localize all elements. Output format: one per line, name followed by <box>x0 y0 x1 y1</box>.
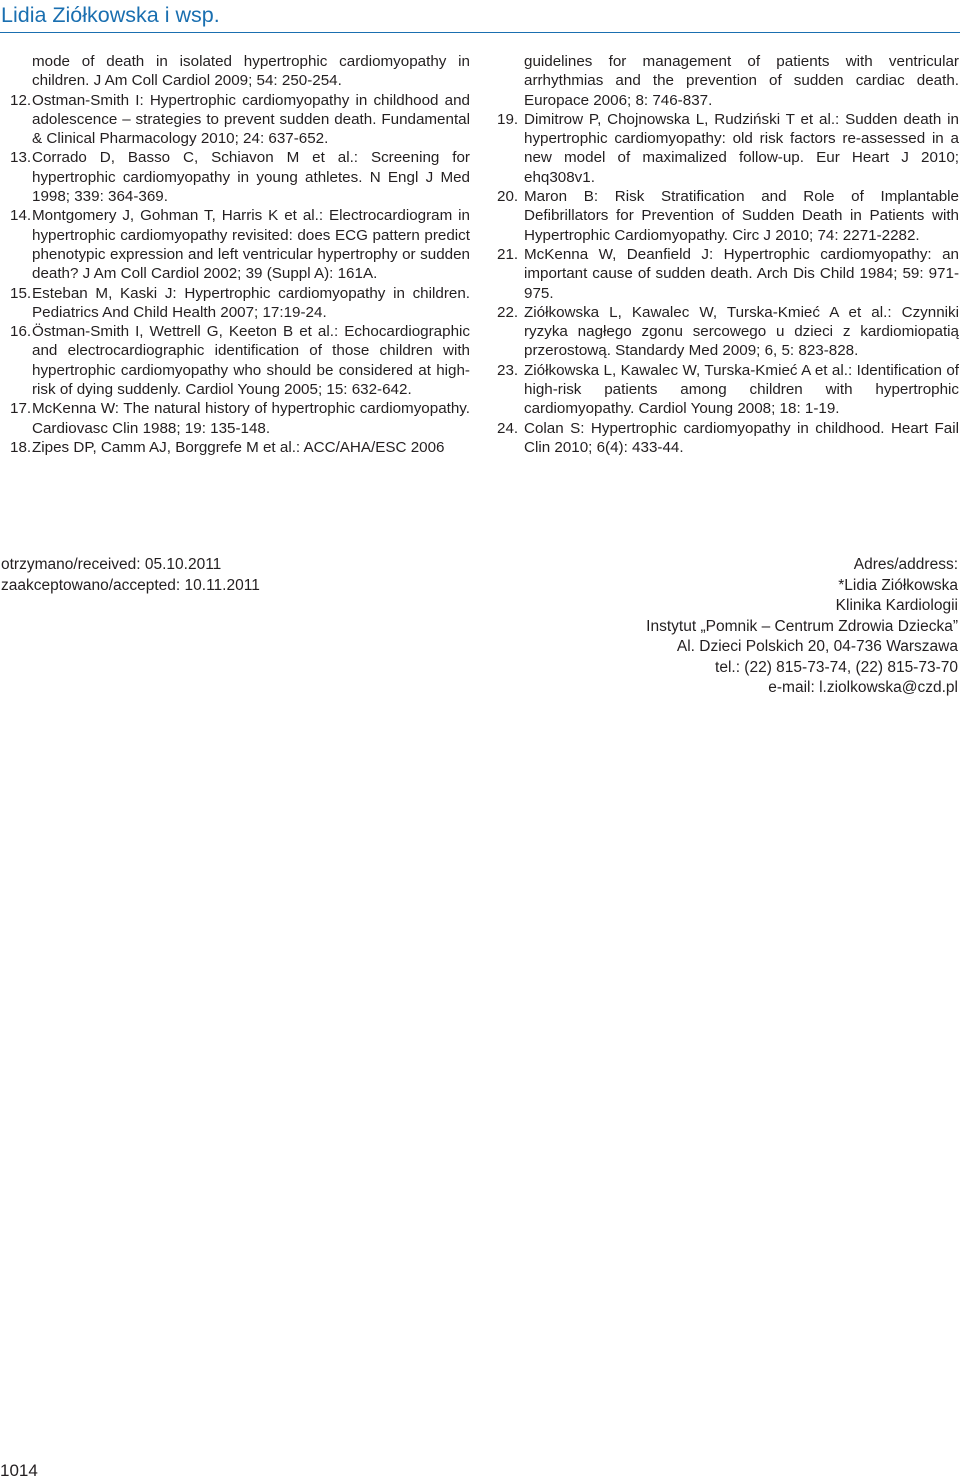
reference-text: guidelines for management of patients with ventricular arrhythmias and the prevention of sudden cardiac death. Europace 2006; 8: 746-837. <box>524 53 959 109</box>
running-header <box>0 0 960 33</box>
reference-number: 14. <box>10 207 32 225</box>
reference-text: McKenna W, Deanfield J: Hypertrophic cardiomyopathy: an important cause of sudden death. Arch Dis Child 1984; 59: 971-975. <box>524 245 959 302</box>
references-right-column <box>497 52 959 457</box>
address-label: Adres/address: <box>853 556 958 573</box>
submission-dates <box>1 555 260 596</box>
reference-item <box>497 110 959 187</box>
reference-item <box>10 322 470 399</box>
reference-number: 23. <box>497 361 519 379</box>
reference-item <box>10 284 470 323</box>
reference-number: 19. <box>497 110 519 128</box>
reference-number: 20. <box>497 188 519 206</box>
reference-number: 24. <box>497 419 519 437</box>
accepted-date: zaakceptowano/accepted: 10.11.2011 <box>1 576 260 594</box>
reference-item <box>497 303 959 361</box>
reference-item <box>524 52 959 110</box>
reference-number: 21. <box>497 245 519 263</box>
reference-text: Ziółkowska L, Kawalec W, Turska-Kmieć A et al.: Identification of high-risk patients among children with hypertrophic cardiomyopathy. Cardiol Young 2008; 18: 1-19. <box>524 361 959 418</box>
reference-item <box>497 187 959 245</box>
correspondence-address <box>646 555 958 699</box>
reference-number: 13. <box>10 149 32 167</box>
reference-text: mode of death in isolated hypertrophic cardiomyopathy in children. J Am Coll Cardiol 2009; 54: 250-254. <box>32 53 470 90</box>
address-email: e-mail: l.ziolkowska@czd.pl <box>768 679 958 696</box>
reference-item <box>10 206 470 283</box>
reference-text: Östman-Smith I, Wettrell G, Keeton B et al.: Echocardiographic and electrocardiographic identification of those children with hypertrophic cardiomyopathy who should be considered at high-risk of dying suddenly. Cardiol Young 2005; 15: 632-642. <box>32 323 470 399</box>
reference-item <box>497 245 959 303</box>
references-left-column <box>10 52 470 457</box>
running-title: Lidia Ziółkowska i wsp. <box>1 3 220 27</box>
reference-number: 17. <box>10 400 32 418</box>
reference-text: Corrado D, Basso C, Schiavon M et al.: Screening for hypertrophic cardiomyopathy in young athletes. N Engl J Med 1998; 339: 364-369. <box>32 149 470 206</box>
reference-text: Esteban M, Kaski J: Hypertrophic cardiomyopathy in children. Pediatrics And Child Health 2007; 17:19-24. <box>32 284 470 321</box>
reference-item <box>10 438 470 457</box>
reference-item <box>32 52 470 91</box>
address-institute: Instytut „Pomnik – Centrum Zdrowia Dziecka” <box>646 617 958 635</box>
reference-text: Ziółkowska L, Kawalec W, Turska-Kmieć A et al.: Czynniki ryzyka nagłego zgonu sercowego u dzieci z kardiomiopatią przerostową. Standardy Med 2009; 6, 5: 823-828. <box>524 303 959 360</box>
page-number: 1014 <box>0 1461 38 1480</box>
reference-item <box>10 91 470 149</box>
address-phone: tel.: (22) 815-73-74, (22) 815-73-70 <box>715 658 958 676</box>
address-clinic: Klinika Kardiologii <box>835 597 958 614</box>
reference-number: 15. <box>10 284 32 302</box>
reference-text: Colan S: Hypertrophic cardiomyopathy in childhood. Heart Fail Clin 2010; 6(4): 433-44. <box>524 419 959 456</box>
reference-text: Zipes DP, Camm AJ, Borggrefe M et al.: ACC/AHA/ESC 2006 <box>32 438 445 456</box>
reference-item <box>10 148 470 206</box>
reference-item <box>497 419 959 458</box>
reference-item <box>10 399 470 438</box>
address-street: Al. Dzieci Polskich 20, 04-736 Warszawa <box>676 638 958 655</box>
reference-text: Maron B: Risk Stratification and Role of Implantable Defibrillators for Prevention of Sudden Death in Patients with Hypertrophic Cardiomyopathy. Circ J 2010; 74: 2271-2282. <box>524 188 959 244</box>
address-name: *Lidia Ziółkowska <box>838 576 958 594</box>
reference-text: Montgomery J, Gohman T, Harris K et al.: Electrocardiogram in hypertrophic cardiomyopathy revisited: does ECG pattern predict phenotypic expression and left ventricular hypertrophy or sudden death? J Am Coll Cardiol 2002; 39 (Suppl A): 161A. <box>32 207 470 283</box>
reference-number: 18. <box>10 438 32 456</box>
reference-number: 22. <box>497 303 519 321</box>
reference-item <box>497 361 959 419</box>
received-date: otrzymano/received: 05.10.2011 <box>1 556 222 573</box>
reference-text: Ostman-Smith I: Hypertrophic cardiomyopathy in childhood and adolescence – strategies to prevent sudden death. Fundamental & Clinical Pharmacology 2010; 24: 637-652. <box>32 91 470 148</box>
reference-text: McKenna W: The natural history of hypertrophic cardiomyopathy. Cardiovasc Clin 1988; 19: 135-148. <box>32 400 470 437</box>
reference-text: Dimitrow P, Chojnowska L, Rudziński T et al.: Sudden death in hypertrophic cardiomyopathy: old risk factors re-assessed in a new model of maximalized follow-up. Eur Heart J 2010; ehq308v1. <box>524 110 959 186</box>
reference-number: 12. <box>10 91 32 109</box>
reference-number: 16. <box>10 323 32 341</box>
